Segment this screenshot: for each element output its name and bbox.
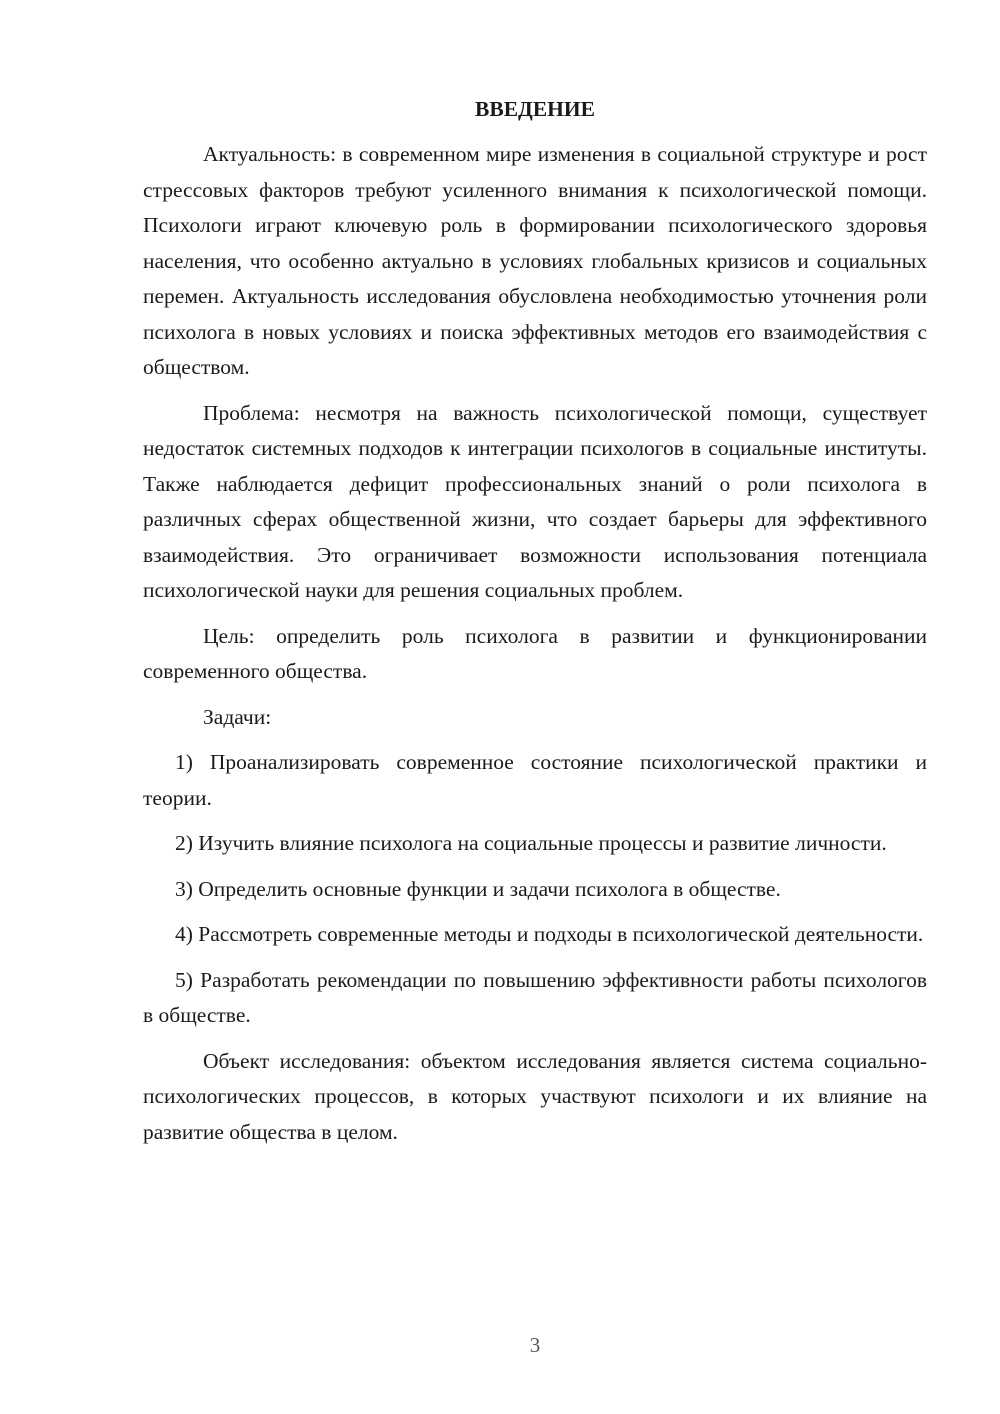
task-item: 4) Рассмотреть современные методы и подходы в психологической деятельности. xyxy=(175,922,924,946)
section-title: ВВЕДЕНИЕ xyxy=(475,97,595,121)
task-item: 2) Изучить влияние психолога на социальные процессы и развитие личности. xyxy=(175,831,887,855)
document-page xyxy=(143,92,927,1160)
object-paragraph: Объект исследования: объектом исследования является система социально-психологических процессов, в которых участвуют психологи и их влияние на развитие общества в целом. xyxy=(143,1048,927,1144)
relevance-paragraph: Актуальность: в современном мире изменения в социальной структуре и рост стрессовых факторов требуют усиленного внимания к психологической помощи. Психологи играют ключевую роль в формировании психологического здоровья населения, что особенно актуально в условиях глобальных кризисов и социальных перемен. Актуальность исследования обусловлена необходимостью уточнения роли психолога в новых условиях и поиска эффективных методов его взаимодействия с обществом. xyxy=(143,142,927,379)
task-item: 1) Проанализировать современное состояние психологической практики и теории. xyxy=(143,750,927,810)
task-item: 3) Определить основные функции и задачи психолога в обществе. xyxy=(175,876,781,901)
tasks-heading: Задачи: xyxy=(203,704,272,729)
task-item: 5) Разработать рекомендации по повышению эффективности работы психологов в обществе. xyxy=(143,967,927,1027)
page-number: 3 xyxy=(529,1333,541,1357)
goal-paragraph: Цель: определить роль психолога в развитии и функционировании современного общества. xyxy=(143,623,927,683)
problem-paragraph: Проблема: несмотря на важность психологической помощи, существует недостаток системных подходов к интеграции психологов в социальные институты. Также наблюдается дефицит профессиональных знаний о роли психолога в различных сферах общественной жизни, что создает барьеры для эффективного взаимодействия. Это ограничивает возможности использования потенциала психологической науки для решения социальных проблем. xyxy=(143,400,927,602)
